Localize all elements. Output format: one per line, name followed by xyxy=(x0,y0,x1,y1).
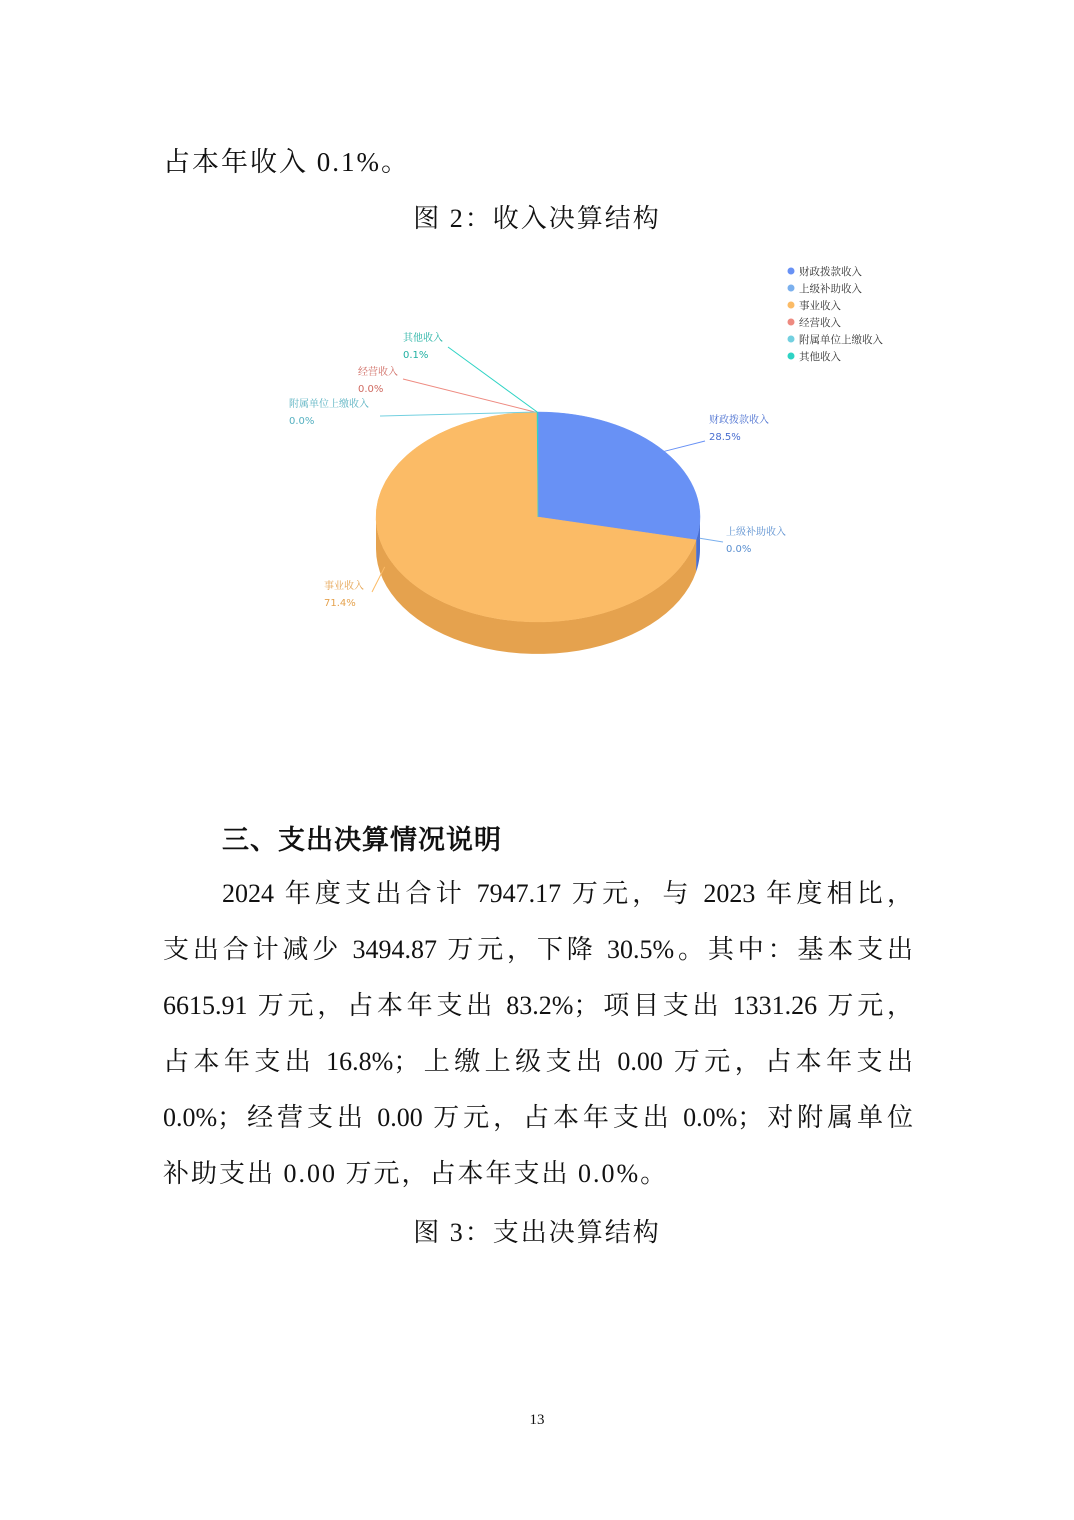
pie-label-name-0: 财政拨款收入 xyxy=(709,415,769,426)
page-number: 13 xyxy=(529,1412,545,1428)
legend-item-1: 上级补助收入 xyxy=(799,283,862,295)
figure-2-caption: 图 2：收入决算结构 xyxy=(413,204,661,233)
body-line-3: 6615.91 万元，占本年支出 83.2%；项目支出 1331.26 万元， xyxy=(163,991,913,1020)
pie-label-value-4: 0.0% xyxy=(289,416,315,427)
pie-leader-1 xyxy=(700,538,723,542)
legend-marker-0 xyxy=(788,268,795,275)
body-line-6: 补助支出 0.00 万元，占本年支出 0.0%。 xyxy=(163,1159,669,1188)
legend-marker-5 xyxy=(788,353,795,360)
body-line-1: 2024 年度支出合计 7947.17 万元，与 2023 年度相比， xyxy=(222,879,913,908)
pie-label-value-3: 0.0% xyxy=(358,384,384,395)
legend-item-5: 其他收入 xyxy=(799,351,841,363)
legend-item-4: 附属单位上缴收入 xyxy=(799,334,883,346)
pie-leader-2 xyxy=(372,567,385,592)
intro-line: 占本年收入 0.1%。 xyxy=(163,147,410,177)
pie-label-name-1: 上级补助收入 xyxy=(726,527,786,538)
income-pie-chart xyxy=(260,255,920,675)
legend-item-2: 事业收入 xyxy=(799,300,841,312)
pie-label-name-5: 其他收入 xyxy=(403,333,443,344)
figure-3-caption: 图 3：支出决算结构 xyxy=(413,1218,661,1247)
body-line-5: 0.0%；经营支出 0.00 万元，占本年支出 0.0%；对附属单位 xyxy=(163,1103,913,1132)
legend-marker-1 xyxy=(788,285,795,292)
body-line-2: 支出合计减少 3494.87 万元，下降 30.5%。其中：基本支出 xyxy=(163,935,913,964)
pie-label-name-2: 事业收入 xyxy=(324,581,364,592)
pie-label-value-5: 0.1% xyxy=(403,350,429,361)
legend-marker-2 xyxy=(788,302,795,309)
pie-label-name-3: 经营收入 xyxy=(358,367,398,378)
pie-leader-0 xyxy=(664,441,705,451)
legend-item-0: 财政拨款收入 xyxy=(799,266,862,278)
pie-leader-5 xyxy=(448,347,537,412)
legend-marker-4 xyxy=(788,336,795,343)
legend-marker-3 xyxy=(788,319,795,326)
body-line-4: 占本年支出 16.8%；上缴上级支出 0.00 万元，占本年支出 xyxy=(163,1047,913,1076)
legend-item-3: 经营收入 xyxy=(799,317,841,329)
pie-label-value-1: 0.0% xyxy=(726,544,752,555)
pie-label-value-0: 28.5% xyxy=(709,432,741,443)
section-3-heading: 三、支出决算情况说明 xyxy=(222,825,502,855)
pie-label-name-4: 附属单位上缴收入 xyxy=(289,399,369,410)
pie-label-value-2: 71.4% xyxy=(324,598,356,609)
